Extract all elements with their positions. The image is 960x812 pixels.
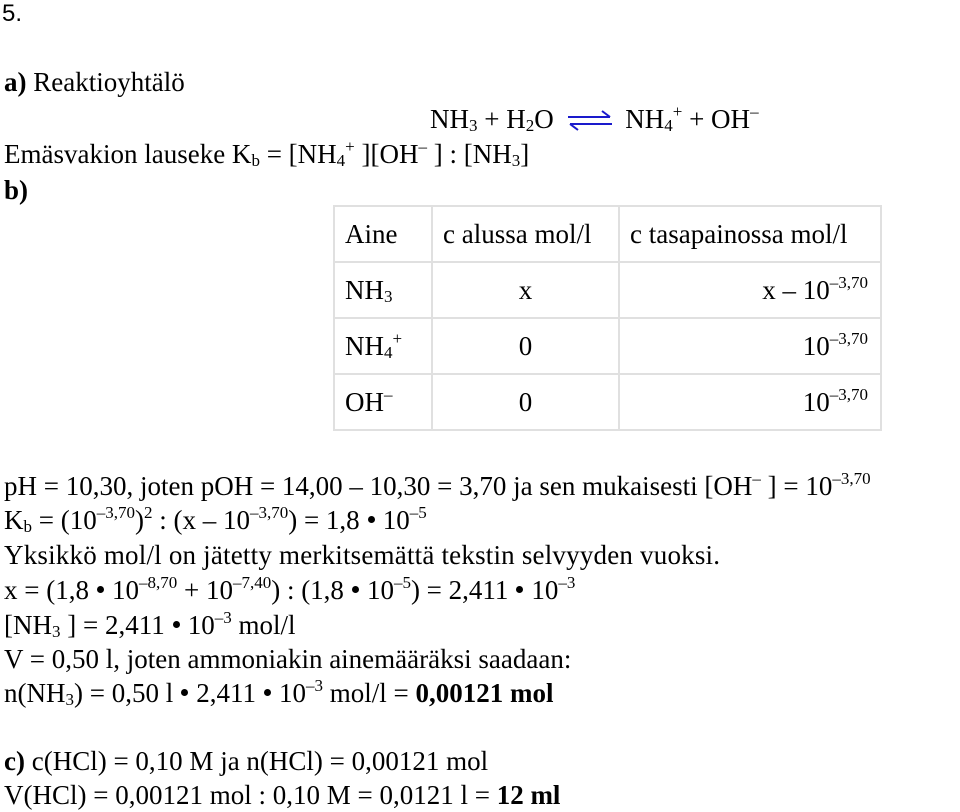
- kb-p4: ) = 1,8: [288, 505, 360, 535]
- x-e7: –3: [558, 573, 576, 592]
- table-row: [334, 262, 881, 318]
- n-result: 0,00121 mol: [415, 678, 554, 708]
- reaction-equation: [430, 103, 759, 135]
- kb-close: ]: [520, 139, 530, 169]
- eq-oh: + OH: [689, 104, 751, 134]
- n-p3: 2,411: [196, 678, 256, 708]
- kb-value-line: [4, 504, 427, 536]
- eq-plus-h: + H: [484, 104, 526, 134]
- part-a-heading: [4, 66, 185, 98]
- n-p4: 10: [278, 678, 306, 708]
- part-c-line1: [4, 745, 488, 777]
- table-cell-start: 0: [432, 318, 619, 374]
- table-cell-substance: [334, 262, 432, 318]
- nh3-sub: 3: [52, 622, 61, 641]
- table-row: [334, 318, 881, 374]
- kb-nh4-sub: 4: [336, 151, 346, 170]
- kb-sub: b: [251, 151, 260, 170]
- part-a-label: a): [4, 67, 27, 97]
- eq-exp: –3,70: [829, 328, 868, 348]
- x-p1: x = (1,8: [4, 575, 89, 605]
- part-a-title: Reaktioyhtälö: [33, 67, 185, 97]
- eq-base: 10: [802, 386, 830, 417]
- table-header: c alussa mol/l: [432, 206, 619, 262]
- eq-base: x – 10: [762, 274, 830, 305]
- nh3-concentration-line: [4, 609, 295, 641]
- multiply-dot-icon: [173, 621, 180, 628]
- x-p3: + 10: [183, 575, 233, 605]
- eq-base: 10: [802, 330, 830, 361]
- n-p2: ) = 0,50 l: [74, 678, 174, 708]
- x-p4: ) : (1,8: [271, 575, 344, 605]
- eq-nh4-sup: +: [672, 102, 683, 121]
- part-c-line1-text: c(HCl) = 0,10 M ja n(HCl) = 0,00121 mol: [31, 746, 489, 776]
- x-line: [4, 574, 575, 606]
- multiply-dot-icon: [181, 689, 188, 696]
- concentration-table: [333, 205, 882, 431]
- eq-nh4-sub: 4: [664, 116, 673, 135]
- eq-exp: –3,70: [829, 384, 868, 404]
- x-p5: 10: [366, 575, 394, 605]
- kb-nh3-sub: 3: [511, 151, 521, 170]
- part-b-label: [4, 174, 28, 206]
- eq-exp: –3,70: [829, 272, 868, 292]
- part-c-line2: [4, 779, 560, 811]
- kb-nh4-sup: +: [345, 137, 355, 156]
- kb-b-sub: b: [23, 517, 32, 536]
- x-p7: 10: [531, 575, 559, 605]
- table-cell-substance: [334, 318, 432, 374]
- kb-expression: [4, 138, 529, 170]
- table-cell-start: x: [432, 262, 619, 318]
- table-cell-equilibrium: [619, 374, 881, 430]
- nh3-p4: mol/l: [238, 610, 296, 640]
- x-e5: –5: [393, 573, 411, 592]
- multiply-dot-icon: [264, 689, 271, 696]
- nh3-p1: [NH: [4, 610, 52, 640]
- table-cell-start: 0: [432, 374, 619, 430]
- eq-nh3-sub: 3: [469, 116, 478, 135]
- kb-p1: = (10: [38, 505, 97, 535]
- kb-p3: : (x – 10: [159, 505, 250, 535]
- kb-prefix: Emäsvakion lauseke K: [4, 139, 252, 169]
- eq-o: O: [534, 104, 554, 134]
- unit-note: Yksikkö mol/l on jätetty merkitsemättä tekstin selvyyden vuoksi.: [4, 540, 721, 570]
- table-header: Aine: [334, 206, 432, 262]
- part-c-label: c): [4, 746, 25, 776]
- table-header: c tasapainossa mol/l: [619, 206, 881, 262]
- x-e2: –8,70: [138, 573, 178, 592]
- table-cell-equilibrium: [619, 262, 881, 318]
- eq-oh-sup: –: [750, 102, 759, 121]
- nh3-e3: –3: [214, 608, 232, 627]
- multiply-dot-icon: [368, 516, 375, 523]
- part-b-label-text: b): [4, 175, 29, 205]
- multiply-dot-icon: [516, 586, 523, 593]
- eq-nh4: NH: [625, 104, 665, 134]
- page-number: 5.: [2, 0, 23, 27]
- kb-e1: –3,70: [96, 503, 135, 522]
- multiply-dot-icon: [352, 586, 359, 593]
- n-e4: –3: [305, 676, 323, 695]
- eq-h2-sub: 2: [525, 116, 535, 135]
- table-cell-substance: [334, 374, 432, 430]
- nh3-p3: 10: [187, 610, 215, 640]
- kb-oh-sup: –: [418, 137, 427, 156]
- x-p6: ) = 2,411: [410, 575, 509, 605]
- table-cell-equilibrium: [619, 318, 881, 374]
- n-sub: 3: [65, 690, 74, 709]
- kb-eq: = [NH: [266, 139, 337, 169]
- substance-sub: 4: [384, 342, 393, 362]
- substance-name: NH: [345, 330, 384, 361]
- kb-p5: 10: [382, 505, 410, 535]
- ph-exp: –3,70: [832, 469, 871, 488]
- x-e3: –7,40: [232, 573, 272, 592]
- volume-line: V = 0,50 l, joten ammoniakin ainemääräksi saadaan:: [4, 644, 572, 674]
- nh3-p2: ] = 2,411: [67, 610, 165, 640]
- kb-oh-close: ] : [NH: [433, 139, 512, 169]
- kb-e2: 2: [143, 503, 153, 522]
- ph-line: [4, 470, 871, 502]
- part-c-line2-text: V(HCl) = 0,00121 mol : 0,10 M = 0,0121 l =: [4, 780, 490, 810]
- part-c-result: 12 ml: [496, 780, 561, 810]
- amount-line: [4, 677, 553, 709]
- substance-sup: +: [392, 328, 403, 348]
- kb-k: K: [4, 505, 24, 535]
- n-p1: n(NH: [4, 678, 66, 708]
- n-p5: mol/l =: [329, 678, 409, 708]
- eq-nh3: NH: [430, 104, 469, 134]
- ph-rest: ] = 10: [767, 471, 833, 501]
- substance-sup: –: [384, 384, 393, 404]
- equilibrium-arrow-icon: [566, 108, 614, 132]
- ph-text: pH = 10,30, joten pOH = 14,00 – 10,30 = 3,70 ja sen mukaisesti [OH: [4, 471, 753, 501]
- x-p2: 10: [111, 575, 139, 605]
- kb-e5: –5: [409, 503, 427, 522]
- substance-sub: 3: [384, 286, 393, 306]
- table-header-row: [334, 206, 881, 262]
- substance-name: NH: [345, 274, 384, 305]
- kb-e3: –3,70: [249, 503, 289, 522]
- table-row: [334, 374, 881, 430]
- kb-oh-open: ][OH: [361, 139, 419, 169]
- substance-name: OH: [345, 386, 384, 417]
- ph-oh-sup: –: [752, 469, 761, 488]
- multiply-dot-icon: [97, 586, 104, 593]
- kb-p2: ): [134, 505, 144, 535]
